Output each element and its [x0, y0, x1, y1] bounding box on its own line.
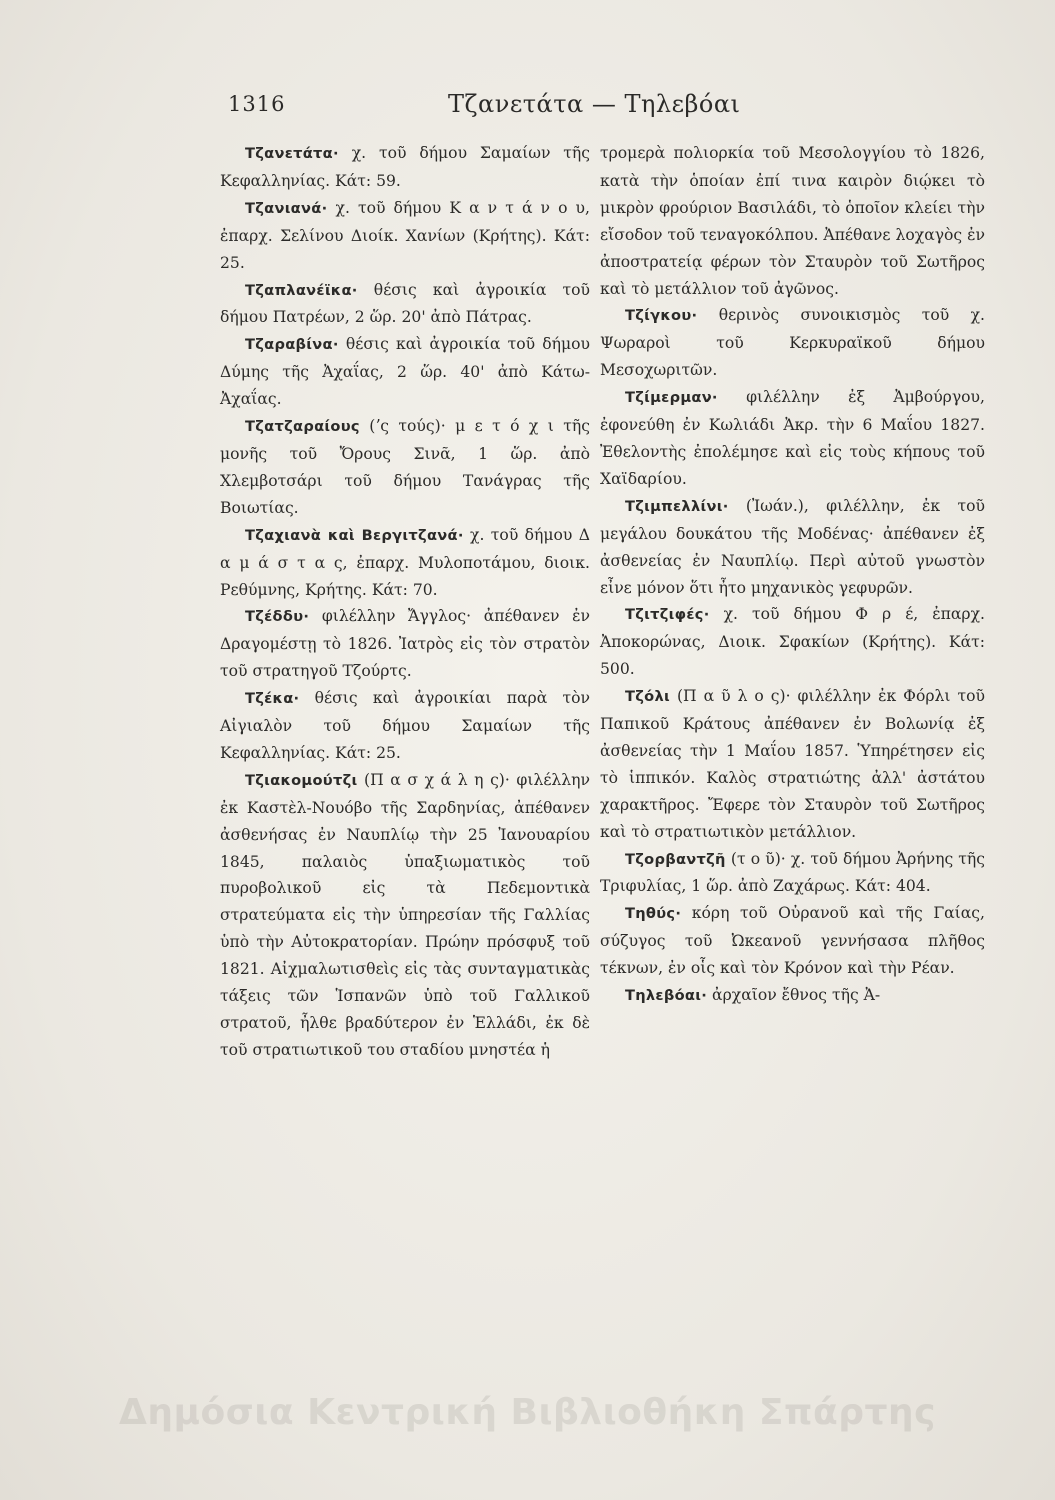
entry-text: θέσις καὶ ἀγροικία τοῦ δήμου Δύμης τῆς Ἀχαΐας, 2 ὥρ. 40' ἀπὸ Κάτω-Ἀχαΐας. — [220, 335, 590, 409]
entry-lemma: Τζίγκου· — [624, 307, 698, 325]
entry-lemma: Τζίμερμαν· — [624, 389, 718, 407]
entry-lemma: Τζιακομούτζι — [244, 771, 358, 789]
right-column — [600, 140, 985, 1010]
dictionary-entry — [600, 683, 985, 845]
entry-lemma: Τζέδδυ· — [244, 608, 310, 626]
left-column — [220, 140, 590, 1064]
entry-text: (Π α ῦ λ ο ς)· φιλέλλην ἐκ Φόρλι τοῦ Παπικοῦ Κράτους ἀπέθανεν ἐν Βολωνίᾳ ἐξ ἀσθενείας τὴν 1 Μαΐου 1857. Ὑπηρέτησεν εἰς τὸ ἱππικόν. Καλὸς στρατιώτης ἀλλ' ἀστάτου χαρακτῆρος. Ἔφερε τὸν Σταυρὸν τοῦ Σωτῆρος καὶ τὸ στρατιωτικὸν μετάλλιον. — [600, 687, 985, 841]
entry-text: (Π α σ χ ά λ η ς)· φιλέλλην ἐκ Καστὲλ-Νουόβο τῆς Σαρδηνίας, ἀπέθανεν ἀσθενήσας ἐν Ναυπλίῳ τὴν 25 Ἰανουαρίου 1845, παλαιὸς ὑπαξιωματικὸς τοῦ πυροβολικοῦ εἰς τὰ Πεδεμοντικὰ στρατεύματα εἰς τὴν ὑπηρεσίαν τῆς Γαλλίας ὑπὸ τὴν Αὐτοκρατορίαν. Πρώην πρόσφυξ τοῦ 1821. Αἰχμαλωτισθεὶς εἰς τὰς συνταγματικὰς τάξεις τῶν Ἱσπανῶν ὑπὸ τοῦ Γαλλικοῦ στρατοῦ, ἦλθε βραδύτερον ἐν Ἑλλάδι, ἐκ δὲ τοῦ στρατιωτικοῦ του σταδίου μνηστέα ἡ — [220, 770, 590, 1059]
entry-lemma: Τζαραβίνα· — [244, 336, 339, 354]
dictionary-entry — [600, 302, 985, 384]
dictionary-entry — [220, 685, 590, 767]
entry-text: ἀρχαῖον ἔθνος τῆς Ἀ- — [707, 986, 881, 1005]
entry-text: χ. τοῦ δήμου Δ α μ ά σ τ α ς, ἐπαρχ. Μυλοποτάμου, διοικ. Ρεθύμνης, Κρήτης. Κάτ: 70. — [220, 525, 590, 599]
dictionary-entry — [220, 331, 590, 413]
entry-lemma: Τζιμπελλίνι· — [624, 497, 729, 515]
dictionary-entry — [600, 900, 985, 982]
dictionary-entry — [600, 846, 985, 901]
dictionary-entry — [220, 195, 590, 277]
entry-text: κόρη τοῦ Οὐρανοῦ καὶ τῆς Γαίας, σύζυγος τοῦ Ὠκεανοῦ γεννήσασα πλῆθος τέκνων, ἐν οἷς καὶ τὸν Κρόνον καὶ τὴν Ρέαν. — [600, 904, 985, 978]
dictionary-entry — [220, 277, 590, 332]
entry-lemma: Τζορβαντζῆ — [624, 850, 726, 868]
entry-lemma: Τζέκα· — [244, 690, 300, 708]
page-number: 1316 — [228, 92, 286, 116]
entry-lemma: Τζανιανά· — [244, 199, 328, 217]
library-watermark: Δημόσια Κεντρική Βιβλιοθήκη Σπάρτης — [119, 1392, 936, 1433]
entry-lemma: Τηθύς· — [624, 905, 682, 923]
dictionary-entry — [600, 384, 985, 493]
entry-lemma: Τζατζαραίους — [244, 418, 360, 436]
dictionary-entry — [220, 413, 590, 522]
entry-lemma: Τζιτζιφές· — [624, 606, 710, 624]
entry-lemma: Τηλεβόαι· — [624, 987, 708, 1005]
entry-text: χ. τοῦ δήμου Κ α ν τ ά ν ο υ, ἐπαρχ. Σελίνου Διοίκ. Χανίων (Κρήτης). Κάτ: 25. — [220, 198, 590, 272]
entry-text: χ. τοῦ δήμου Φ ρ έ, ἐπαρχ. Ἀποκορώνας, Διοικ. Σφακίων (Κρήτης). Κάτ: 500. — [600, 605, 985, 679]
running-head: Τζανετάτα — Τηλεβόαι — [448, 90, 741, 118]
page-header — [228, 92, 935, 132]
entry-text: (τ ο ῦ)· χ. τοῦ δήμου Ἀρήνης τῆς Τριφυλίας, 1 ὥρ. ἀπὸ Ζαχάρως. Κάτ: 404. — [600, 849, 985, 896]
dictionary-entry — [600, 601, 985, 683]
entry-text: θέσις καὶ ἀγροικίαι παρὰ τὸν Αἰγιαλὸν τοῦ δήμου Σαμαίων τῆς Κεφαλληνίας. Κάτ: 25. — [220, 689, 590, 762]
entry-lemma: Τζόλι — [624, 688, 670, 706]
dictionary-entry — [600, 982, 985, 1010]
entry-text: χ. τοῦ δήμου Σαμαίων τῆς Κεφαλληνίας. Κάτ: 59. — [220, 144, 590, 190]
entry-text: (ʼς τούς)· μ ε τ ό χ ι τῆς μονῆς τοῦ Ὄρους Σινᾶ, 1 ὥρ. ἀπὸ Χλεμβοτσάρι τοῦ δήμου Τανάγρας τῆς Βοιωτίας. — [220, 417, 590, 517]
dictionary-entry-continuation — [600, 140, 985, 302]
entry-text: (Ἰωάν.), φιλέλλην, ἐκ τοῦ μεγάλου δουκάτου τῆς Μοδένας· ἀπέθανεν ἐξ ἀσθενείας ἐν Ναυπλίῳ. Περὶ αὐτοῦ γνωστὸν εἶνε μόνον ὅτι ἦτο μηχανικὸς γεφυρῶν. — [600, 496, 985, 597]
dictionary-entry — [220, 522, 590, 604]
entry-lemma: Τζαπλανέϊκα· — [244, 281, 358, 299]
entry-lemma: Τζανετάτα· — [244, 145, 339, 162]
entry-text: θερινὸς συνοικισμὸς τοῦ χ. Ψωραροὶ τοῦ Κερκυραϊκοῦ δήμου Μεσοχωριτῶν. — [600, 306, 985, 380]
entry-text: φιλέλλην ἐξ Ἀμβούργου, ἐφονεύθη ἐν Κωλιάδι Ἀκρ. τὴν 6 Μαΐου 1827. Ἐθελοντὴς ἐπολέμησε καὶ εἰς τοὺς κήπους τοῦ Χαϊδαρίου. — [600, 388, 985, 488]
entry-text: θέσις καὶ ἀγροικία τοῦ δήμου Πατρέων, 2 ὥρ. 20' ἀπὸ Πάτρας. — [220, 280, 590, 327]
dictionary-entry — [220, 767, 590, 1064]
dictionary-entry — [220, 603, 590, 685]
entry-text: τρομερὰ πολιορκία τοῦ Μεσολογγίου τὸ 1826, κατὰ τὴν ὁποίαν ἐπί τινα καιρὸν διῴκει τὸ μικρὸν φρούριον Βασιλάδι, τὸ ὁποῖον κλείει τὴν εἴσοδον τοῦ τεναγοκόλπου. Ἀπέθανε λοχαγὸς ἐν ἀποστρατείᾳ φέρων τὸν Σταυρὸν τοῦ Σωτῆρος καὶ τὸ μετάλλιον τοῦ ἀγῶνος. — [600, 144, 985, 298]
dictionary-entry — [220, 140, 590, 195]
entry-text: φιλέλλην Ἄγγλος· ἀπέθανεν ἐν Δραγομέστῃ τὸ 1826. Ἰατρὸς εἰς τὸν στρατὸν τοῦ στρατηγοῦ Τζούρτς. — [220, 607, 590, 681]
dictionary-entry — [600, 493, 985, 602]
entry-lemma: Τζαχιανὰ καὶ Βεργιτζανά· — [244, 526, 464, 544]
